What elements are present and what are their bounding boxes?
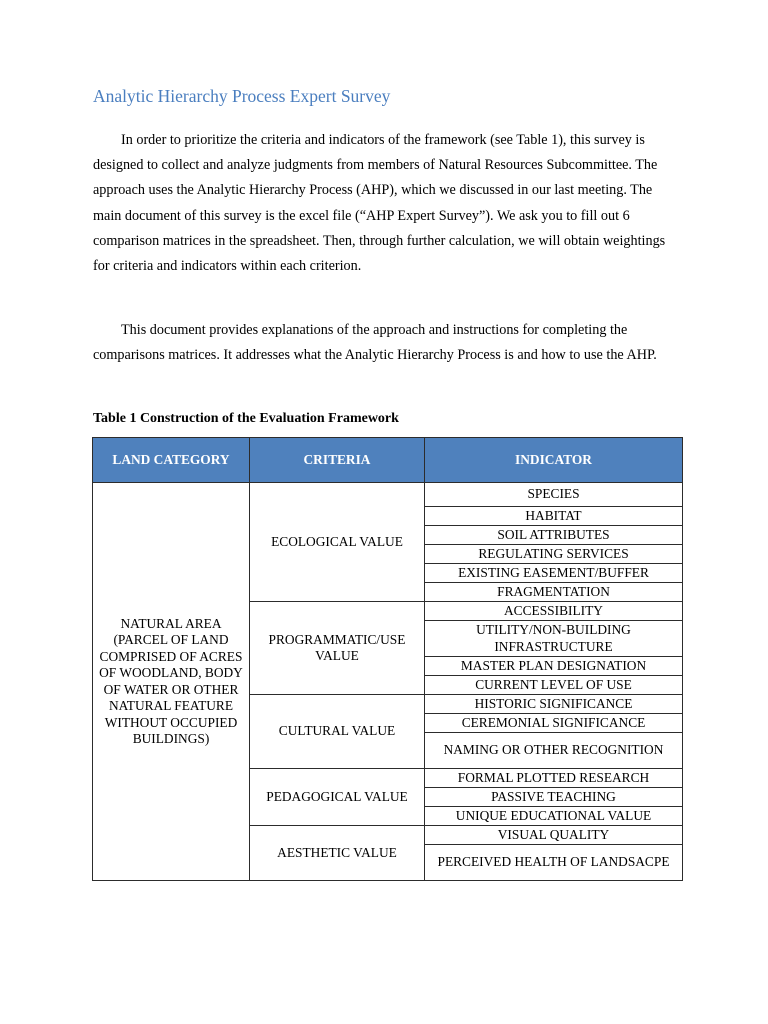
indicator-cell: SPECIES [425, 483, 683, 507]
indicator-cell: FRAGMENTATION [425, 583, 683, 602]
criterion-pedagogical: PEDAGOGICAL VALUE [250, 769, 425, 826]
criterion-cultural: CULTURAL VALUE [250, 695, 425, 769]
header-land-category: LAND CATEGORY [93, 438, 250, 483]
indicator-cell: HISTORIC SIGNIFICANCE [425, 695, 683, 714]
indicator-cell: CEREMONIAL SIGNIFICANCE [425, 714, 683, 733]
criterion-programmatic: PROGRAMMATIC/USE VALUE [250, 602, 425, 695]
approach-paragraph: This document provides explanations of the approach and instructions for completing the comparisons matrices. It addresses what the Analytic Hierarchy Process is and how to use the AHP. [93, 322, 657, 364]
table-caption: Table 1 Construction of the Evaluation Framework [93, 411, 399, 426]
header-criteria: CRITERIA [250, 438, 425, 483]
indicator-cell: VISUAL QUALITY [425, 826, 683, 845]
indicator-cell: HABITAT [425, 507, 683, 526]
intro-paragraph: In order to prioritize the criteria and indicators of the framework (see Table 1), this survey is designed to collect and analyze judgments from members of Natural Resources Subcommittee. The approach uses the Analytic Hierarchy Process (AHP), which we discussed in our last meeting. The main document of this survey is the excel file (“AHP Expert Survey”). We ask you to fill out 6 comparison matrices in the spreadsheet. Then, through further calculation, we will obtain weightings for criteria and indicators within each criterion. [93, 132, 666, 275]
indicator-cell: UTILITY/NON-BUILDING INFRASTRUCTURE [425, 621, 683, 657]
indicator-cell: CURRENT LEVEL OF USE [425, 676, 683, 695]
table-header-row [93, 438, 683, 483]
indicator-cell: FORMAL PLOTTED RESEARCH [425, 769, 683, 788]
indicator-cell: NAMING OR OTHER RECOGNITION [425, 733, 683, 769]
indicator-cell: REGULATING SERVICES [425, 545, 683, 564]
indicator-cell: ACCESSIBILITY [425, 602, 683, 621]
criterion-ecological: ECOLOGICAL VALUE [250, 483, 425, 602]
indicator-cell: MASTER PLAN DESIGNATION [425, 657, 683, 676]
evaluation-framework-table [92, 437, 683, 881]
indicator-cell: PASSIVE TEACHING [425, 788, 683, 807]
indicator-cell: UNIQUE EDUCATIONAL VALUE [425, 807, 683, 826]
land-category-cell: NATURAL AREA (PARCEL OF LAND COMPRISED OF ACRES OF WOODLAND, BODY OF WATER OR OTHER NATURAL FEATURE WITHOUT OCCUPIED BUILDINGS) [93, 483, 250, 881]
indicator-cell: SOIL ATTRIBUTES [425, 526, 683, 545]
indicator-cell: PERCEIVED HEALTH OF LANDSACPE [425, 845, 683, 881]
document-heading: Analytic Hierarchy Process Expert Survey [93, 86, 391, 106]
indicator-cell: EXISTING EASEMENT/BUFFER [425, 564, 683, 583]
header-indicator: INDICATOR [425, 438, 683, 483]
table-row [93, 483, 683, 507]
criterion-aesthetic: AESTHETIC VALUE [250, 826, 425, 881]
